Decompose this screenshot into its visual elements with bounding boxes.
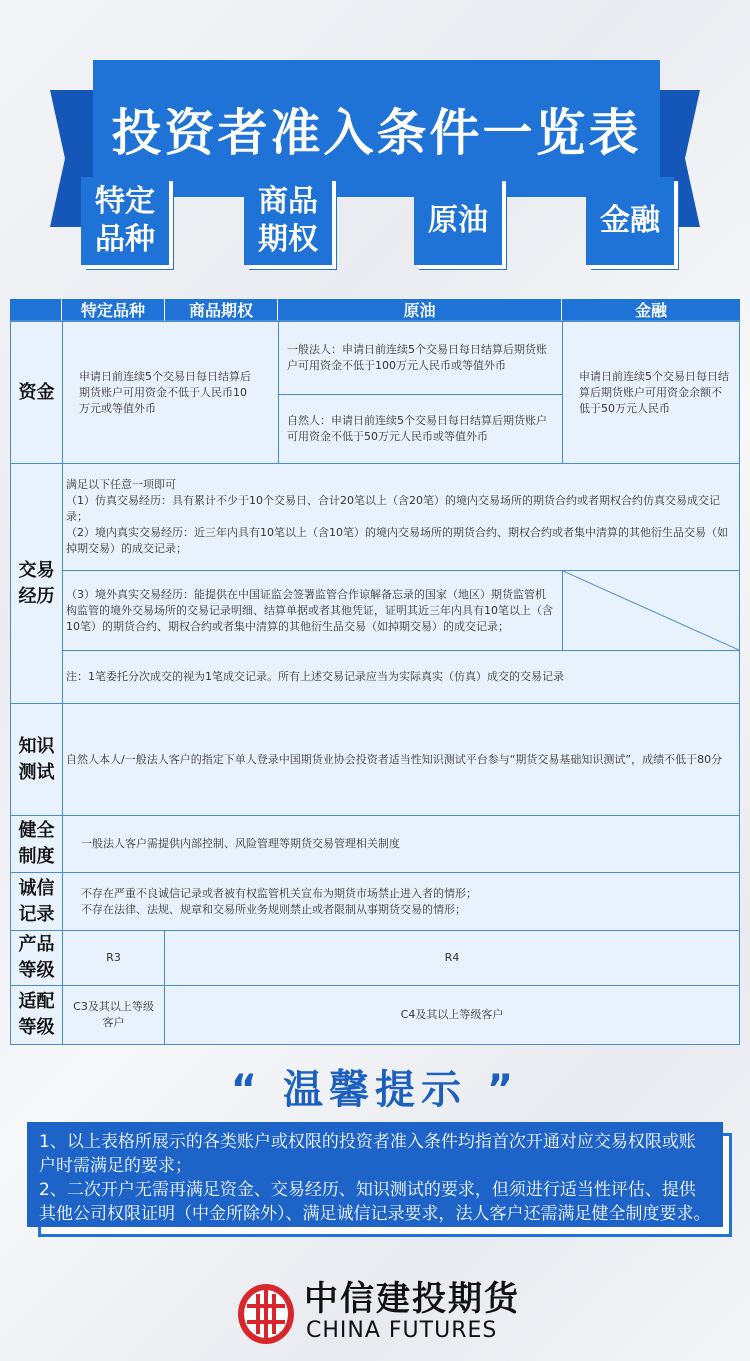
row-label-knowledge: 知识测试 <box>10 703 63 816</box>
category-label: 特定品种 <box>95 184 155 257</box>
row-label-funds: 资金 <box>10 321 63 464</box>
header-blank <box>10 299 62 321</box>
tips-box <box>27 1122 723 1227</box>
funds-financial: 申请日前连续5个交易日每日结算后期货账户可用资金余额不低于50万元人民币 <box>562 321 740 464</box>
category-financial <box>586 177 674 265</box>
experience-item-3: （3）境外真实交易经历：能提供在中国证监会签署监管合作谅解备忘录的国家（地区）期货监管机构监管的境外交易场所的交易记录明细、结算单据或者其他凭证，证明其近三年内具有10笔以上（含10笔）的期货合约、期权合约或者集中清算的其他衍生品交易（如掉期交易）的成交记录； <box>62 570 563 651</box>
experience-note: 注：1笔委托分次成交的视为1笔成交记录。所有上述交易记录应当为实际真实（仿真）成交的交易记录 <box>62 650 740 704</box>
credit-line-1: 不存在严重不良诚信记录或者被有权监管机关宣布为期货市场禁止进入者的情形； <box>81 886 477 900</box>
logo-text-cn: 中信建投期货 <box>304 1279 520 1319</box>
experience-item-2: （2）境内真实交易经历：近三年内具有10笔以上（含10笔）的境内交易场所的期货合约、期权合约或者集中清算的其他衍生品交易（如掉期交易）的成交记录； <box>66 526 728 555</box>
category-special <box>81 177 169 265</box>
match-level-special: C3及其以上等级客户 <box>62 985 165 1045</box>
row-label-system: 健全制度 <box>10 815 63 873</box>
row-label-credit: 诚信记录 <box>10 872 63 931</box>
funds-crude-individual: 自然人：申请日前连续5个交易日每日结算后期货账户可用资金不低于50万元人民币或等值外币 <box>278 394 563 464</box>
category-label: 原油 <box>428 203 488 238</box>
credit-line-2: 不存在法律、法规、规章和交易所业务规则禁止或者限制从事期货交易的情形； <box>81 902 466 916</box>
knowledge-text: 自然人本人/一般法人客户的指定下单人登录中国期货业协会投资者适当性知识测试平台参与“期货交易基础知识测试”，成绩不低于80分 <box>62 703 740 816</box>
experience-items <box>62 463 740 571</box>
header-financial: 金融 <box>562 299 740 321</box>
category-crude <box>414 177 502 265</box>
product-level-special: R3 <box>62 930 165 986</box>
tip-item-1: 1、以上表格所展示的各类账户或权限的投资者准入条件均指首次开通对应交易权限或账户时需满足的要求； <box>39 1132 696 1176</box>
experience-item-1: （1）仿真交易经历：具有累计不少于10个交易日、合计20笔以上（含20笔）的境内交易场所的期货合约或者期权合约仿真交易成交记录； <box>66 494 720 523</box>
diagonal-line <box>563 571 739 650</box>
page-title: 投资者准入条件一览表 <box>93 60 660 197</box>
row-label-match-level: 适配等级 <box>10 985 63 1045</box>
header-special: 特定品种 <box>62 299 165 321</box>
category-label: 商品期权 <box>258 184 318 257</box>
system-text: 一般法人客户需提供内部控制、风险管理等期货交易管理相关制度 <box>62 815 740 873</box>
experience-intro: 满足以下任意一项即可 <box>66 478 176 491</box>
row-label-experience: 交易经历 <box>10 463 63 704</box>
category-option <box>244 177 332 265</box>
row-label-product-level: 产品等级 <box>10 930 63 986</box>
funds-special-option: 申请日前连续5个交易日每日结算后期货账户可用资金不低于人民币10万元或等值外币 <box>62 321 279 464</box>
header-crude: 原油 <box>278 299 562 321</box>
header-option: 商品期权 <box>165 299 278 321</box>
product-level-others: R4 <box>164 930 740 986</box>
funds-crude-corporate: 一般法人：申请日前连续5个交易日每日结算后期货账户可用资金不低于100万元人民币或等值外币 <box>278 321 563 395</box>
match-level-others: C4及其以上等级客户 <box>164 985 740 1045</box>
credit-text <box>62 872 740 931</box>
category-label: 金融 <box>600 203 660 238</box>
logo-icon <box>236 1282 296 1346</box>
tip-item-2: 2、二次开户无需再满足资金、交易经历、知识测试的要求，但须进行适当性评估、提供其他公司权限证明（中金所除外）、满足诚信记录要求，法人客户还需满足健全制度要求。 <box>39 1180 711 1224</box>
logo-text-en: CHINA FUTURES <box>306 1318 498 1343</box>
experience-na-cell <box>562 570 740 651</box>
tips-title: “ 温馨提示 ” <box>230 1067 520 1113</box>
